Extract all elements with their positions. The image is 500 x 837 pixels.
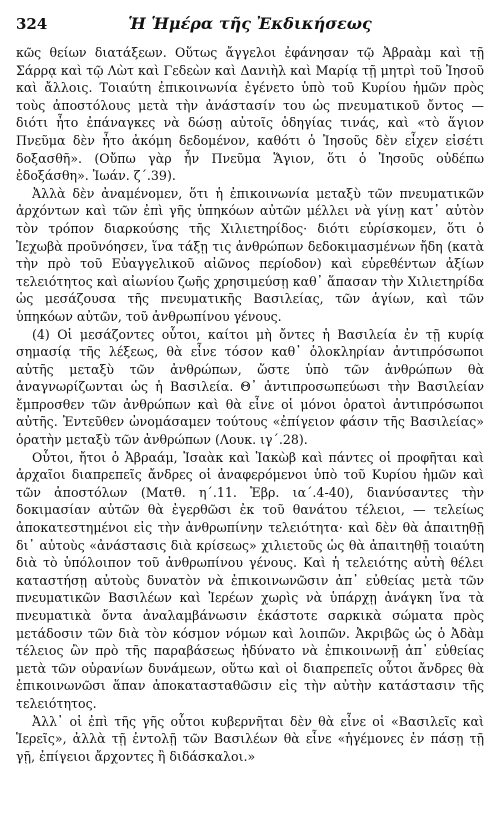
page-header	[16, 14, 484, 42]
paragraph: Οὗτοι, ἤτοι ὁ Ἀβραάμ, Ἰσαὰκ καὶ Ἰακὼβ καὶ πάντες οἱ προφῆται καὶ ἀρχαῖοι διαπρεπεῖς ἄνδρες οἱ ἀναφερόμενοι ὑπὸ τοῦ Κυρίου ἡμῶν καὶ τῶν ἀποστόλων (Ματθ. η΄.11. Ἑβρ. ια΄.4-40), διανύσαντες τὴν δοκιμασίαν αὐτῶν θὰ ἐγερθῶσι ἐκ τοῦ θανάτου τέλειοι, — τελείως ἀποκατεστημένοι εἰς τὴν ἀνθρωπίνην τελειότητα· καὶ δὲν θὰ ἀπαιτηθῇ δι᾽ αὐτοὺς «ἀνάστασις διὰ κρίσεως» χιλιετοῦς ὡς θὰ ἀπαιτηθῇ τοιαύτη διὰ τὸ ὑπόλοιπον τοῦ ἀνθρωπίνου γένους. Καὶ ἡ τελειότης αὐτὴ θέλει καταστήσῃ αὐτοὺς δυνατὸν νὰ ἐπικοινωνῶσιν ἀπ᾽ εὐθείας μετὰ τῶν πνευματικῶν Βασιλέων καὶ Ἱερέων χωρὶς νὰ ὑπάρχῃ ἀνάγκη ἵνα τὰ πνευματικὰ ὄντα ἀναλαμβάνωσιν ἑκάστοτε σαρκικὰ σώματα πρὸς μετάδοσιν τῶν διὰ τὸν κόσμον νόμων καὶ λοιπῶν. Ἀκριβῶς ὡς ὁ Ἀδὰμ τέλειος ὢν πρὸ τῆς παραβάσεως ἠδύνατο νὰ ἐπικοινωνῇ ἀπ᾽ εὐθείας μετὰ τῶν οὐρανίων δυνάμεων, οὕτω καὶ οἱ διαπρεπεῖς οὗτοι ἄνδρες θὰ ἐπικοινωνῶσι ἅπαν ἀποκατασταθῶσιν εἰς τὴν αὐτὴν κατάστασιν τῆς τελειότητος.	[16, 449, 484, 711]
page-number: 324	[16, 15, 48, 33]
running-title: Ἡ Ἡμέρα τῆς Ἐκδικήσεως	[128, 14, 372, 33]
body-text	[16, 44, 484, 765]
paragraph: Ἀλλὰ δὲν ἀναμένομεν, ὅτι ἡ ἐπικοινωνία μεταξὺ τῶν πνευματικῶν ἀρχόντων καὶ τῶν ἐπὶ γῆς ὑπηκόων αὐτῶν μέλλει νὰ γίνῃ κατ᾽ αὐτὸν τὸν τρόπον διαρκούσης τῆς Χιλιετηρίδος· διότι εὑρίσκομεν, ὅτι ὁ Ἰεχωβὰ προῦνόησεν, ἵνα τάξῃ τις ἀνθρώπων δεδοκιμασμένων ἤδη (κατὰ τὴν πρὸ τοῦ Εὐαγγελικοῦ αἰῶνος περίοδον) καὶ εὑρεθέντων ἀξίων τελειότητος καὶ αἰωνίου ζωῆς χρησιμεύσῃ καθ᾽ ἅπασαν τὴν Χιλιετηρίδα ὡς μεσάζουσα τῆς πνευματικῆς Βασιλείας, τῶν ἁγίων, καὶ τῶν ὑπηκόων αὐτῶν, τοῦ ἀνθρωπίνου γένους.	[16, 185, 484, 324]
paragraph: Ἀλλ᾽ οἱ ἐπὶ τῆς γῆς οὗτοι κυβερνῆται δὲν θὰ εἶνε οἱ «Βασιλεῖς καὶ Ἱερεῖς», ἀλλὰ τῇ ἐντολῇ τῶν Βασιλέων θὰ εἶνε «ἡγέμονες ἐν πάσῃ τῇ γῇ, ἐπίγειοι ἄρχοντες ἢ διδάσκαλοι.»	[16, 713, 484, 764]
paragraph-continuation: κῶς θείων διατάξεων. Οὕτως ἄγγελοι ἐφάνησαν τῷ Ἀβραὰμ καὶ τῇ Σάρρᾳ καὶ τῷ Λὼτ καὶ Γεδεὼν καὶ Δανιὴλ καὶ Μαρίᾳ τῇ μητρὶ τοῦ Ἰησοῦ καὶ ἄλλοις. Τοιαύτη ἐπικοινωνία ἐγένετο ὑπὸ τοῦ Κυρίου ἡμῶν πρὸς τοὺς ἀποστόλους μετὰ τὴν ἀνάστασίν του ὡς πνευματικοῦ ὄντος — διότι ἦτο ἐπάναγκες νὰ δώσῃ αὐτοῖς ὁδηγίας τινάς, καὶ «τὸ ἅγιον Πνεῦμα δὲν ἦτο ἀκόμη δεδομένον, καθότι ὁ Ἰησοῦς δὲν εἶχεν εἰσέτι δοξασθῆ». (Οὔπω γὰρ ἦν Πνεῦμα Ἅγιον, ὅτι ὁ Ἰησοῦς οὐδέπω ἐδοξάσθη». Ἰωάν. ζ΄.39).	[16, 45, 484, 184]
paragraph-numbered: (4) Οἱ μεσάζοντες οὗτοι, καίτοι μὴ ὄντες ἡ Βασιλεία ἐν τῇ κυρίᾳ σημασίᾳ τῆς λέξεως, θὰ εἶνε τόσον καθ᾽ ὁλοκληρίαν ἀντιπρόσωποι αὐτῆς μεταξὺ τῶν ἀνθρώπων, ὥστε ὑπὸ τῶν ἀνθρώπων θὰ ἀναγνωρίζωνται ὡς ἡ Βασιλεία. Θ᾽ ἀντιπροσωπεύωσι τὴν Βασιλείαν ἔμπροσθεν τῶν ἀνθρώπων καὶ θὰ εἶνε οἱ μόνοι ὁρατοὶ ἀντιπρόσωποι αὐτῆς. Ἐντεῦθεν ὠνομάσαμεν τούτους «ἐπίγειον φάσιν τῆς Βασιλείας» ὁρατὴν μεταξὺ τῶν ἀνθρώπων (Λουκ. ιγ΄.28).	[16, 326, 484, 448]
